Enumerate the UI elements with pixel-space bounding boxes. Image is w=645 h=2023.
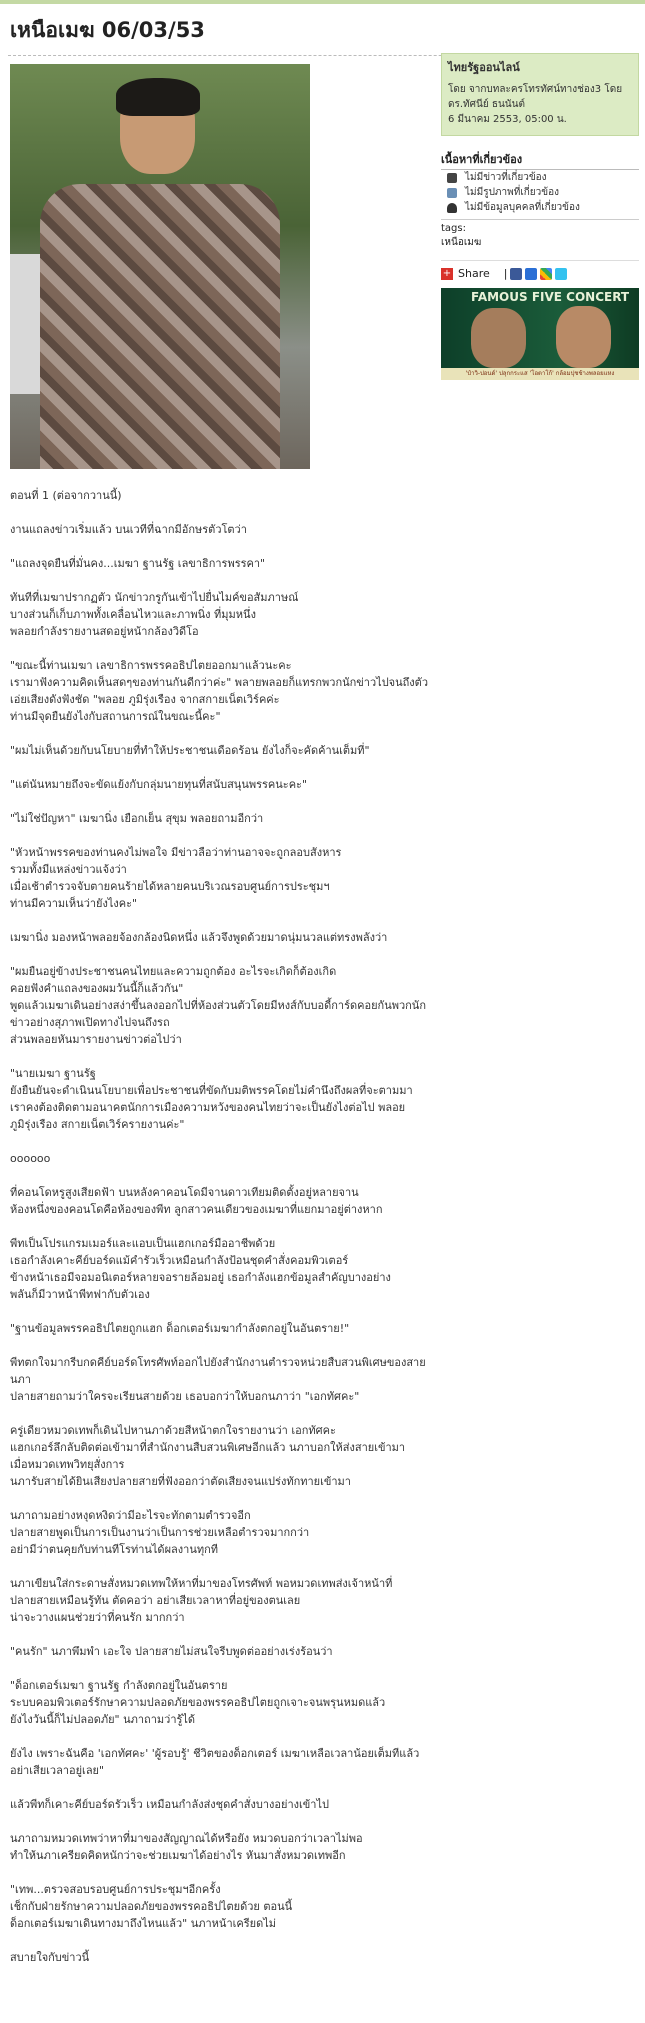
related-item-label: ไม่มีรูปภาพที่เกี่ยวข้อง [465,187,559,198]
article-paragraph: ทันทีที่เมฆาปรากฏตัว นักข่าวกรูกันเข้าไปยื่นไมค์ขอสัมภาษณ์ บางส่วนก็เก็บภาพทั้งเคลื่อนไหวและภาพนิ่ง ที่มุมหนึ่ง พลอยกำลังรายงานสดอยู่หน้ากล้องวิดีโอ [10,591,299,638]
banner-person-left [471,308,526,368]
article-paragraph: พีทเป็นโปรแกรมเมอร์และแอบเป็นแฮกเกอร์มืออาชีพด้วย เธอกำลังเคาะคีย์บอร์ดแม้คำรัวเร็วเหมือนกำลังป้อนชุดคำสั่งคอมพิวเตอร์ ข้างหน้าเธอมีจอมอนิเตอร์หลายจอรายล้อมอยู่ เธอกำลังแฮกข้อมูลสำคัญบางอย่าง พลันก็มีวาหน้าพีทฟากับตัวเอง [10,1237,391,1301]
twitter-icon[interactable] [555,268,567,280]
photo-hair [116,78,200,116]
article-paragraph: "หัวหน้าพรรคของท่านคงไม่พอใจ มีข่าวลือว่าท่านอาจจะถูกลอบสังหาร รวมทั้งมีแหล่งข่าวแจ้งว่า เมื่อเช้าตำรวจจับตายคนร้ายได้หลายคนบริเวณรอบศูนย์การประชุมฯ ท่านมีความเห็นว่ายังไงคะ" [10,846,342,910]
promo-banner[interactable] [441,288,639,380]
article-paragraph: "ไม่ใช่ปัญหา" เมฆานิ่ง เยือกเย็น สุขุม พลอยถามอีกว่า [10,812,264,825]
tag-link[interactable]: เหนือเมฆ [441,237,482,248]
related-title: เนื้อหาที่เกี่ยวข้อง [441,150,639,170]
article-photo [10,64,310,469]
sidebar [441,53,639,380]
windows-live-icon[interactable] [525,268,537,280]
article-paragraph: นภาเขียนใส่กระดาษสั่งหมวดเทพให้หาที่มาของโทรศัพท์ พอหมวดเทพส่งเจ้าหน้าที่ ปลายสายเหมือนรู้ทัน ตัดคอว่า อย่าเสียเวลาหาที่อยู่ของตนเลย น่าจะวางแผนช่วยว่าที่คนรัก มากกว่า [10,1577,393,1624]
share-plus-icon[interactable]: + [442,267,452,279]
banner-person-right [556,306,611,368]
source-box [441,53,639,136]
article-paragraph: "เทพ...ตรวจสอบรอบศูนย์การประชุมฯอีกครั้ง เช็กกับฝ่ายรักษาความปลอดภัยของพรรคอธิปไตยด้วย ตอนนี้ ด็อกเตอร์เมฆาเดินทางมาถึงไหนแล้ว" นภาหน้าเครียดไม่ [10,1883,293,1930]
person-icon [447,203,457,213]
article-paragraph: ที่คอนโดหรูสูงเสียดฟ้า บนหลังคาคอนโดมีจานดาวเทียมติดตั้งอยู่หลายจาน ห้องหนึ่งของคอนโดคือห้องของพีท ลูกสาวคนเดียวของเมฆาที่แยกมาอยู่ต่างหาก [10,1186,383,1216]
article-paragraph: ตอนที่ 1 (ต่อจากวานนี้) [10,489,122,502]
article-paragraph: "ด็อกเตอร์เมฆา ฐานรัฐ กำลังตกอยู่ในอันตราย ระบบคอมพิวเตอร์รักษาความปลอดภัยของพรรคอธิปไตยถูกเจาะจนพรุนหมดแล้ว ยังไงวันนี้ก็ไม่ปลอดภัย" นภาถามว่ารู้ได้ [10,1679,386,1726]
article-paragraph: "ขณะนี้ท่านเมฆา เลขาธิการพรรคอธิปไตยออกมาแล้วนะคะ เรามาฟังความคิดเห็นสดๆของท่านกันดีกว่าค่ะ" พลายพลอยก็แทรกพวกนักข่าวไปจนถึงตัว เอ่ยเสียงดังฟังชัด "พลอย ภูมิรุ่งเรือง จากสกายเน็ตเวิร์คค่ะ ท่านมีจุดยืนยังไงกับสถานการณ์ในขณะนี้คะ" [10,659,428,723]
article-paragraph: แล้วพีทก็เคาะคีย์บอร์ดรัวเร็ว เหมือนกำลังส่งชุดคำสั่งบางอย่างเข้าไป [10,1798,329,1811]
image-icon [447,188,457,198]
article-paragraph: พีทตกใจมากรีบกดคีย์บอร์ดโทรศัพท์ออกไปยังสำนักงานตำรวจหน่วยสืบสวนพิเศษของสายนภา ปลายสายถามว่าใครจะเรียนสายด้วย เธอบอกว่าให้บอกนภาว่า "เอกทัศคะ" [10,1356,426,1403]
article-paragraph: "คนรัก" นภาพึมพำ เอะใจ ปลายสายไม่สนใจรีบพูดต่ออย่างเร่งร้อนว่า [10,1645,333,1658]
banner-caption: 'ป๋าวิ-ปอนด์' ปลุกกระแส 'โอตาโก้' กล้อมปุชช้างพลอยแหง [441,368,639,380]
share-row [441,260,639,280]
source-byline: โดย จากบทละครโทรทัศน์ทางช่อง3 โดย ดร.ทัศนีย์ ธนนันต์ [448,84,623,110]
source-title: ไทยรัฐออนไลน์ [448,61,520,74]
article-paragraph: นภาถามหมวดเทพว่าหาที่มาของสัญญาณได้หรือยัง หมวดบอกว่าเวลาไม่พอ ทำให้นภาเครียดคิดหนักว่าจะช่วยเมฆาได้อย่างไร หันมาสั่งหมวดเทพอีก [10,1832,363,1862]
article-paragraph: เมฆานิ่ง มองหน้าพลอยจ้องกล้องนิดหนึ่ง แล้วจึงพูดด้วยมาดนุ่มนวลแต่ทรงพลังว่า [10,931,388,944]
related-item-label: ไม่มีข่าวที่เกี่ยวข้อง [465,172,547,183]
article-paragraph: สบายใจกับข่าวนี้ [10,1951,90,1964]
related-item-images[interactable] [447,185,639,200]
tags-label: tags: [441,223,466,234]
article-paragraph: ครู่เดียวหมวดเทพก็เดินไปหานภาด้วยสีหน้าตกใจรายงานว่า เอกทัศคะ แฮกเกอร์ลึกลับติดต่อเข้ามาที่สำนักงานสืบสวนพิเศษอีกแล้ว นภาบอกให้ส่งสายเข้ามา เมื่อหมวดเทพวิทยุสั่งการ นภารับสายได้ยินเสียงปลายสายที่ฟังออกว่าตัดเสียงจนแปร่งทักทายเข้ามา [10,1424,406,1488]
article-main [10,64,430,1983]
article-paragraph: oooooo [10,1152,51,1165]
article-paragraph: "แถลงจุดยืนที่มั่นคง...เมฆา ฐานรัฐ เลขาธิการพรรคา" [10,557,266,570]
article-paragraph: "ผมยืนอยู่ข้างประชาชนคนไทยและความถูกต้อง อะไรจะเกิดก็ต้องเกิด คอยฟังคำแถลงของผมวันนี้ก็แล้วกัน" พูดแล้วเมฆาเดินอย่างสง่าขึ้นลงออกไปที่ห้องส่วนตัวโดยมีหงส์กับบอดี้การ์ดคอยกันพวกนักข่าวอย่างสุภาพเปิดทางไปจนถึงรถ ส่วนพลอยหันมารายงานข่าวต่อไปว่า [10,965,426,1046]
article-paragraph: งานแถลงข่าวเริ่มแล้ว บนเวทีที่ฉากมีอักษรตัวโตว่า [10,523,247,536]
related-item-label: ไม่มีข้อมูลบุคคลที่เกี่ยวข้อง [465,202,580,213]
article-paragraph: "นายเมฆา ฐานรัฐ ยังยืนยันจะดำเนินนโยบายเพื่อประชาชนที่ขัดกับมติพรรคโดยไม่คำนึงถึงผลที่จะตามมา เราคงต้องติดตามอนาคตนักการเมืองความหวังของคนไทยว่าจะเป็นยังไงต่อไป พลอย ภูมิรุ่งเรือง สกายเน็ตเวิร์ครายงานค่ะ" [10,1067,413,1131]
article-body [10,487,430,1966]
article-paragraph: "ผมไม่เห็นด้วยกับนโยบายที่ทำให้ประชาชนเดือดร้อน ยังไงก็จะคัดค้านเต็มที่" [10,744,370,757]
tags-row [441,219,639,250]
photo-shirt [40,184,280,469]
share-button[interactable]: Share [458,267,490,280]
facebook-icon[interactable] [510,268,522,280]
banner-title: FAMOUS FIVE CONCERT [471,290,630,304]
article-paragraph: นภาถามอย่างหงุดหงิดว่ามีอะไรจะทักตามตำรวจอีก ปลายสายพูดเป็นการเป็นงานว่าเป็นการช่วยเหลือตำรวจมากกว่า อย่ามีว่าตนคุยกับท่านทีโรท่านได้ผลงานทุกที [10,1509,310,1556]
google-icon[interactable] [540,268,552,280]
article-paragraph: "ฐานข้อมูลพรรคอธิปไตยถูกแฮก ด็อกเตอร์เมฆากำลังตกอยู่ในอันตราย!" [10,1322,350,1335]
article-paragraph: "แต่นันหมายถึงจะขัดแย้งกับกลุ่มนายทุนที่สนับสนุนพรรคนะคะ" [10,778,308,791]
related-item-news[interactable] [447,170,639,185]
news-icon [447,173,457,183]
top-accent-rule [0,0,645,4]
source-date: 6 มีนาคม 2553, 05:00 น. [448,114,567,125]
article-paragraph: ยังไง เพราะฉันคือ 'เอกทัศคะ' 'ผู้รอบรู้' ชีวิตของด็อกเตอร์ เมฆาเหลือเวลาน้อยเต็มทีแล้ว อย่าเสียเวลาอยู่เลย" [10,1747,420,1777]
related-item-people[interactable] [447,200,639,215]
page-title: เหนือเมฆ 06/03/53 [10,18,205,42]
share-separator: | [503,267,508,280]
